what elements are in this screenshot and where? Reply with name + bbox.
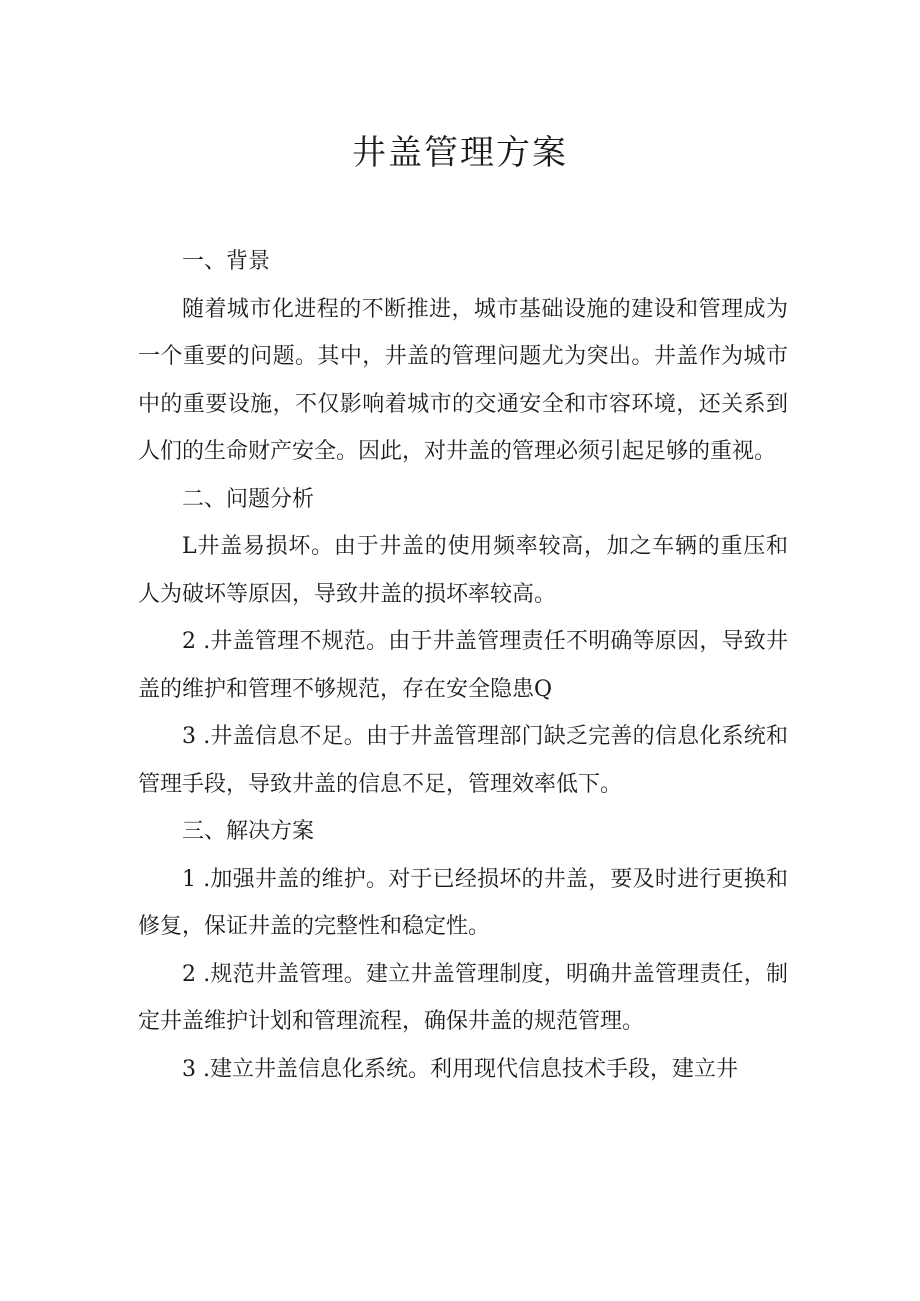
problem-item-1: L井盖易损坏。由于井盖的使用频率较高，加之车辆的重压和人为破坏等原因，导致井盖的损坏率较高。	[138, 534, 788, 607]
section-heading-problem-analysis: 二、问题分析	[182, 486, 315, 512]
solution-item-3: 3 .建立井盖信息化系统。利用现代信息技术手段，建立井	[182, 1056, 738, 1082]
background-paragraph: 随着城市化进程的不断推进，城市基础设施的建设和管理成为一个重要的问题。其中，井盖的管理问题尤为突出。井盖作为城市中的重要设施，不仅影响着城市的交通安全和市容环境，还关系到人们的生命财产安全。因此，对井盖的管理必须引起足够的重视。	[138, 296, 788, 464]
document-title: 井盖管理方案	[352, 133, 568, 173]
section-heading-solutions: 三、解决方案	[182, 819, 315, 844]
solution-item-1: 1 .加强井盖的维护。对于已经损坏的井盖，要及时进行更换和修复，保证井盖的完整性和稳定性。	[138, 866, 788, 939]
document-body	[138, 238, 788, 1093]
section-heading-background: 一、背景	[182, 249, 271, 274]
solution-item-2: 2 .规范井盖管理。建立井盖管理制度，明确井盖管理责任，制定井盖维护计划和管理流程，确保井盖的规范管理。	[138, 961, 788, 1034]
problem-item-2: 2 .井盖管理不规范。由于井盖管理责任不明确等原因，导致井盖的维护和管理不够规范，存在安全隐患Q	[138, 629, 788, 702]
problem-item-3: 3 .井盖信息不足。由于井盖管理部门缺乏完善的信息化系统和管理手段，导致井盖的信息不足，管理效率低下。	[138, 724, 788, 797]
